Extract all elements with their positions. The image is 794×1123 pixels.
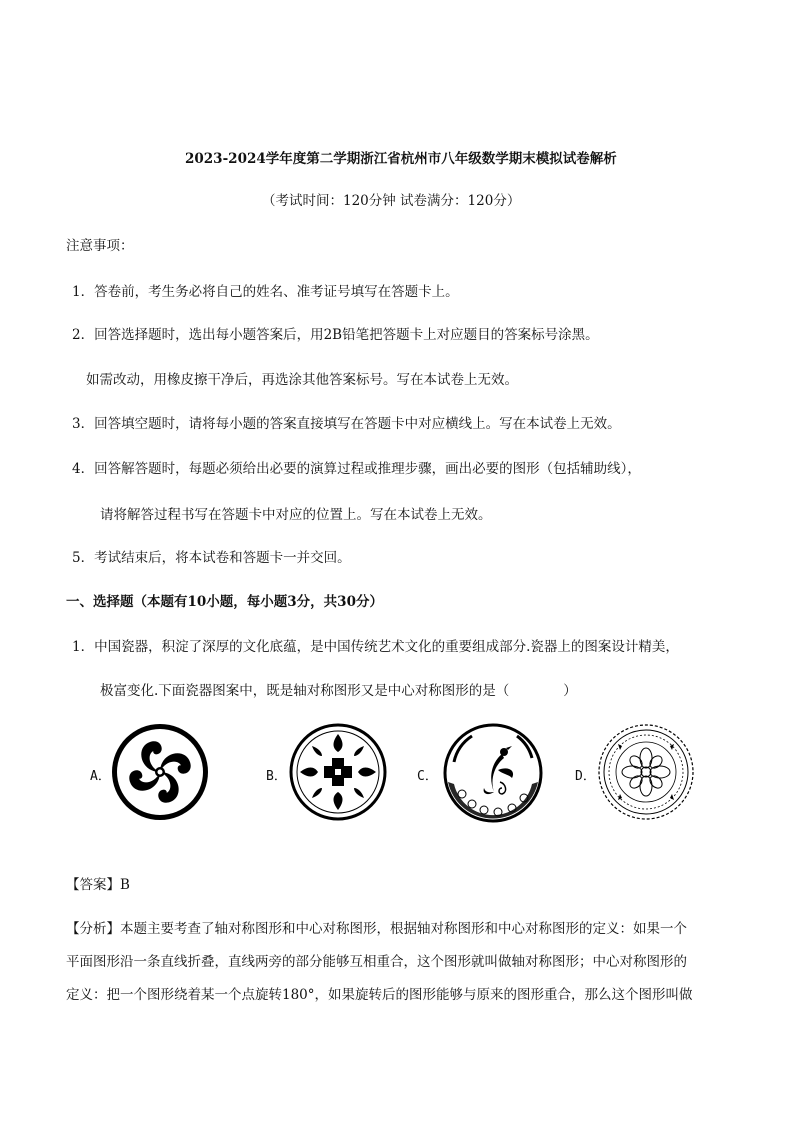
note-5: 5．考试结束后，将本试卷和答题卡一并交回。 xyxy=(72,550,351,566)
section-heading: 一、选择题（本题有10小题，每小题3分，共30分） xyxy=(66,594,383,610)
option-a-label: A． xyxy=(90,769,111,784)
exam-info: （考试时间：120分钟 试卷满分：120分） xyxy=(262,193,521,209)
answer: 【答案】B xyxy=(66,877,130,893)
option-d-label: D． xyxy=(575,769,596,784)
option-c-label: C． xyxy=(417,769,438,784)
analysis-line-2: 平面图形沿一条直线折叠，直线两旁的部分能够互相重合，这个图形就叫做轴对称图形；中心对称图形的 xyxy=(66,954,687,970)
note-1: 1．答卷前，考生务必将自己的姓名、准考证号填写在答题卡上。 xyxy=(72,284,459,300)
note-2-cont: 如需改动，用橡皮擦干净后，再选涂其他答案标号。写在本试卷上无效。 xyxy=(86,372,518,388)
note-4-cont: 请将解答过程书写在答题卡中对应的位置上。写在本试卷上无效。 xyxy=(100,507,492,523)
analysis-line-1: 【分析】本题主要考查了轴对称图形和中心对称图形，根据轴对称图形和中心对称图形的定义：如果一个 xyxy=(66,921,687,937)
swirl-cloud-disc-icon xyxy=(110,722,210,822)
note-4: 4．回答解答题时，每题必须给出必要的演算过程或推理步骤，画出必要的图形（包括辅助线）， xyxy=(72,461,641,477)
cross-flower-disc-icon xyxy=(288,722,388,822)
option-b-label: B． xyxy=(266,769,287,784)
phoenix-disc-icon xyxy=(442,722,544,824)
lotus-disc-icon xyxy=(596,722,696,822)
page-title: 2023-2024学年度第二学期浙江省杭州市八年级数学期末模拟试卷解析 xyxy=(185,151,617,167)
analysis-line-3: 定义：把一个图形绕着某一个点旋转180°，如果旋转后的图形能够与原来的图形重合，那么这个图形叫做 xyxy=(66,987,693,1003)
note-2: 2．回答选择题时，选出每小题答案后，用2B铅笔把答题卡上对应题目的答案标号涂黑。 xyxy=(72,327,599,343)
notes-heading: 注意事项： xyxy=(66,238,134,254)
question-1-stem: 1．中国瓷器，积淀了深厚的文化底蕴，是中国传统艺术文化的重要组成部分.瓷器上的图案设计精美， xyxy=(72,639,679,655)
note-3: 3．回答填空题时，请将每小题的答案直接填写在答题卡中对应横线上。写在本试卷上无效。 xyxy=(72,416,621,432)
question-1-stem-cont: 极富变化.下面瓷器图案中，既是轴对称图形又是中心对称图形的是（ ） xyxy=(100,683,577,699)
